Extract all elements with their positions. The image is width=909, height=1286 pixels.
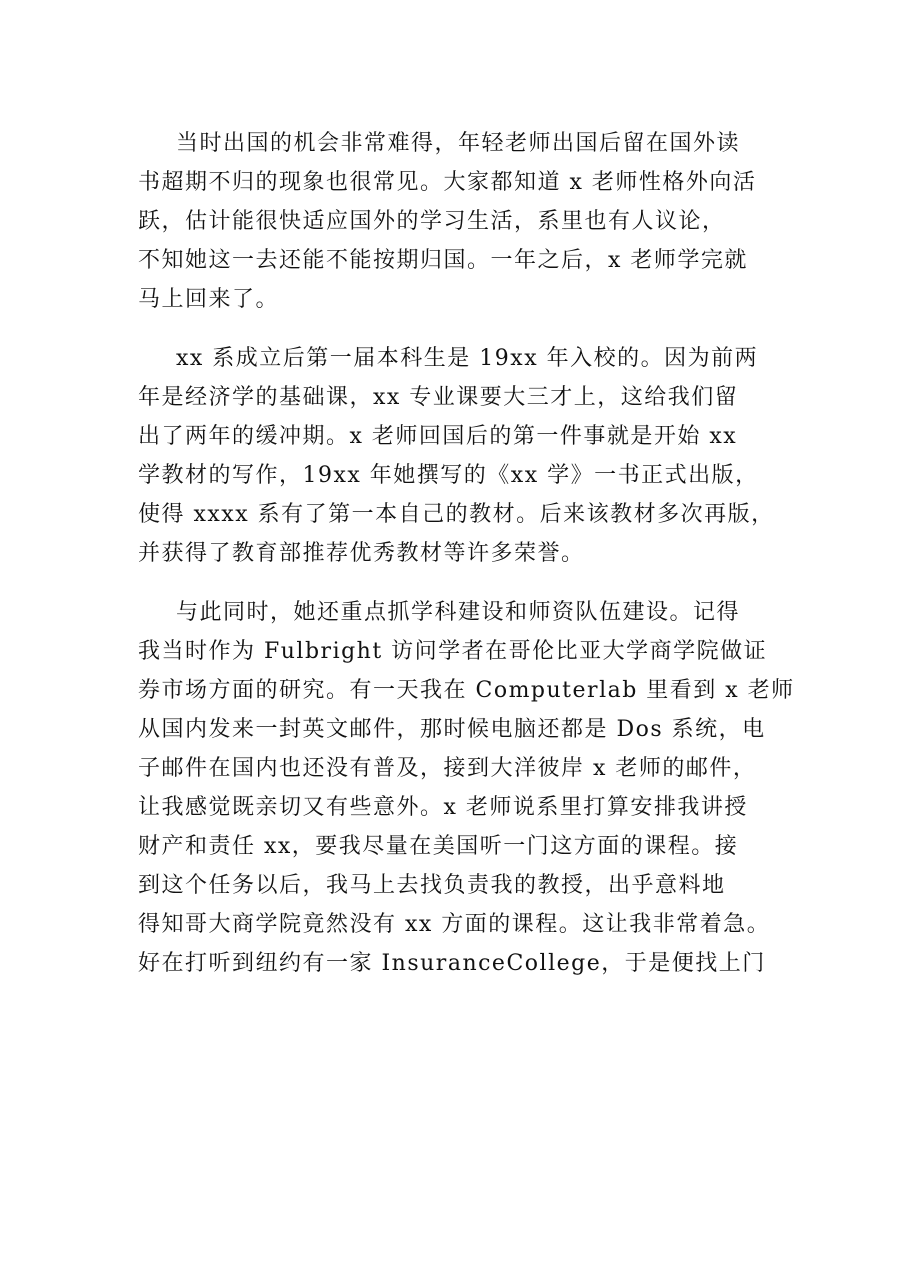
text-line: 与此同时，她还重点抓学科建设和师资队伍建设。记得 [176, 600, 741, 625]
paragraph-1 [138, 124, 788, 319]
paragraph-3 [138, 593, 795, 983]
text-line: 从国内发来一封英文邮件，那时候电脑还都是 Dos 系统，电 [138, 717, 766, 742]
text-line: 券市场方面的研究。有一天我在 Computerlab 里看到 x 老师 [138, 678, 795, 703]
text-line: 得知哥大商学院竟然没有 xx 方面的课程。这让我非常着急。 [138, 912, 771, 937]
text-line: 不知她这一去还能不能按期归国。一年之后，x 老师学完就 [138, 248, 748, 273]
text-line: 好在打听到纽约有一家 InsuranceCollege，于是便找上门 [138, 951, 766, 976]
text-line: xx 系成立后第一届本科生是 19xx 年入校的。因为前两 [176, 346, 759, 371]
text-line: 书超期不归的现象也很常见。大家都知道 x 老师性格外向活 [138, 170, 757, 195]
text-line: 财产和责任 xx，要我尽量在美国听一门这方面的课程。接 [138, 834, 739, 859]
text-line: 我当时作为 Fulbright 访问学者在哥伦比亚大学商学院做证 [138, 639, 768, 664]
paragraph-2 [138, 339, 788, 573]
text-line: 跃，估计能很快适应国外的学习生活，系里也有人议论， [138, 209, 726, 234]
text-line: 并获得了教育部推荐优秀教材等许多荣誉。 [138, 541, 585, 566]
text-line: 马上回来了。 [138, 287, 280, 312]
text-line: 出了两年的缓冲期。x 老师回国后的第一件事就是开始 xx [138, 424, 738, 449]
text-line: 年是经济学的基础课，xx 专业课要大三才上，这给我们留 [138, 385, 739, 410]
text-line: 子邮件在国内也还没有普及，接到大洋彼岸 x 老师的邮件， [138, 756, 757, 781]
text-line: 使得 xxxx 系有了第一本自己的教材。后来该教材多次再版， [138, 502, 775, 527]
text-line: 当时出国的机会非常难得，年轻老师出国后留在国外读 [176, 131, 741, 156]
text-line: 让我感觉既亲切又有些意外。x 老师说系里打算安排我讲授 [138, 795, 748, 820]
body-text [138, 124, 795, 1003]
text-line: 到这个任务以后，我马上去找负责我的教授，出乎意料地 [138, 873, 726, 898]
text-line: 学教材的写作，19xx 年她撰写的《xx 学》一书正式出版， [138, 463, 759, 488]
